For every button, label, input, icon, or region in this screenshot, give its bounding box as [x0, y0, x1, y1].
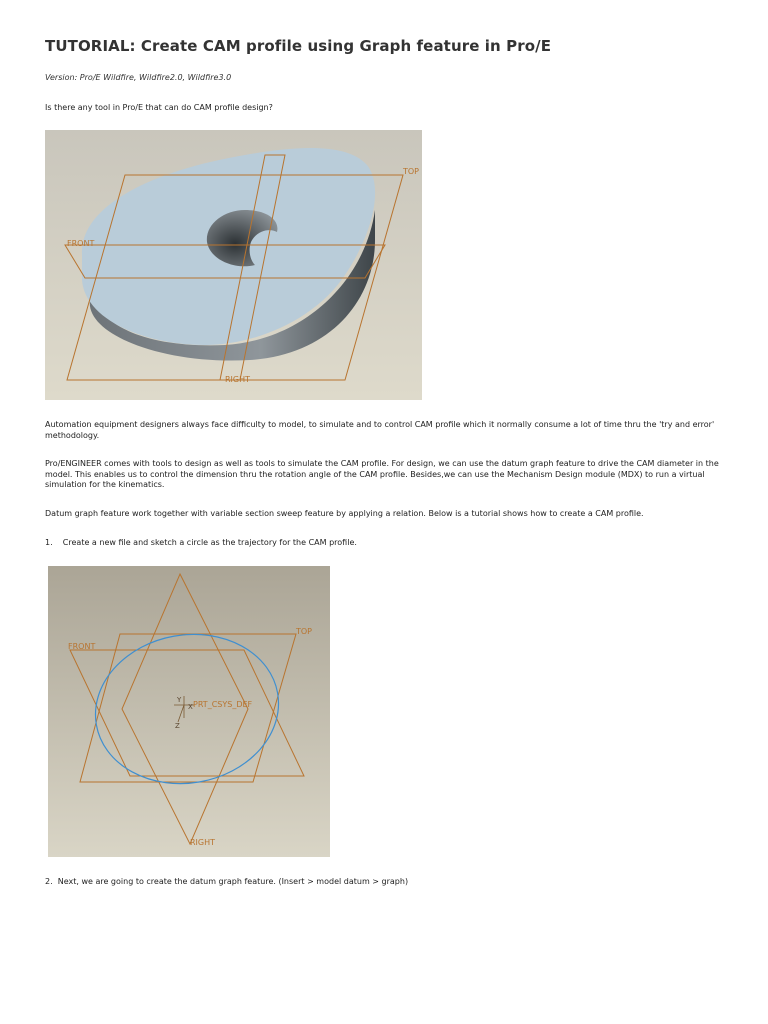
- datum-top-label: TOP: [403, 167, 420, 176]
- datum-right-label: RIGHT: [190, 838, 216, 847]
- datum-right-label: RIGHT: [225, 375, 251, 384]
- trajectory-sketch-figure: [48, 566, 330, 857]
- paragraph-automation: Automation equipment designers always face difficulty to model, to simulate and to control CAM profile which it normally consume a lot of time thru the 'try and error' methodology.: [45, 420, 715, 440]
- axis-y-label: Y: [177, 696, 182, 704]
- page-title: TUTORIAL: Create CAM profile using Graph feature in Pro/E: [45, 37, 552, 55]
- step-2: 2. Next, we are going to create the datum graph feature. (Insert > model datum > graph): [45, 877, 409, 886]
- datum-top-label: TOP: [296, 627, 313, 636]
- step-1: 1. Create a new file and sketch a circle as the trajectory for the CAM profile.: [45, 538, 357, 547]
- axis-z-label: Z: [175, 722, 180, 730]
- datum-front-label: FRONT: [68, 642, 96, 651]
- paragraph-proengineer: Pro/ENGINEER comes with tools to design as well as tools to simulate the CAM profile. For design, we can use the datum graph feature to drive the CAM diameter in the model. This enables us to control the dimension thru the rotation angle of the CAM profile. Besides,we can use the Mechanism Design module (MDX) to run a virtual simulation for the kinematics.: [45, 459, 719, 489]
- paragraph-datum-graph: Datum graph feature work together with variable section sweep feature by applying a relation. Below is a tutorial shows how to create a CAM profile.: [45, 509, 644, 518]
- version-line: Version: Pro/E Wildfire, Wildfire2.0, Wildfire3.0: [45, 73, 232, 82]
- cam-part-figure: [45, 130, 422, 400]
- axis-x-label: X: [188, 703, 193, 711]
- datum-front-label: FRONT: [67, 239, 95, 248]
- intro-question: Is there any tool in Pro/E that can do CAM profile design?: [45, 103, 273, 112]
- csys-label: PRT_CSYS_DEF: [193, 700, 253, 709]
